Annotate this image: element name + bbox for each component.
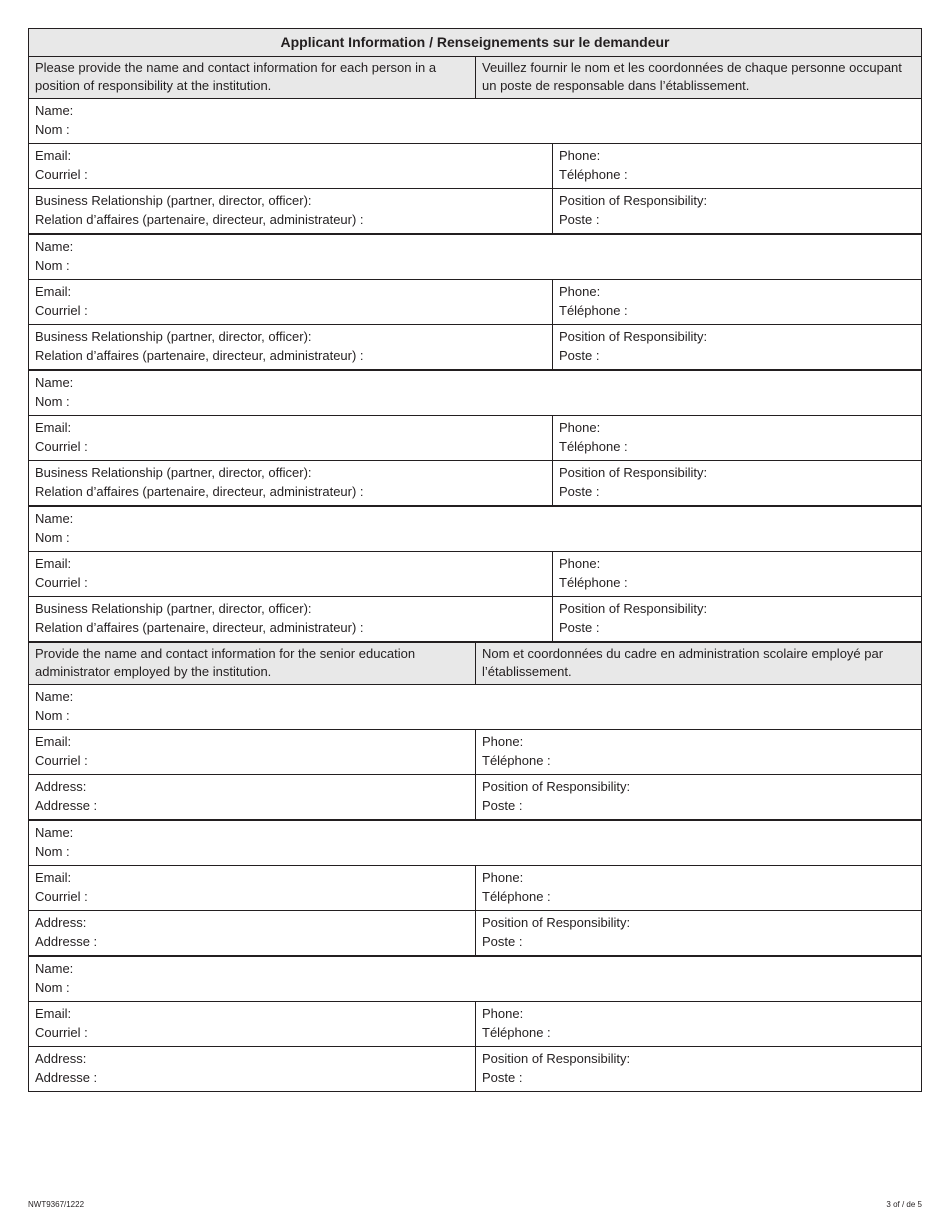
- business-relationship-field-label-en: Business Relationship (partner, director, officer):: [35, 601, 312, 616]
- email-field[interactable]: [29, 552, 552, 596]
- form-title: Applicant Information / Renseignements sur le demandeur: [29, 29, 921, 56]
- section1-intro-fr: Veuillez fournir le nom et les coordonnées de chaque personne occupant un poste de responsable dans l’établissement.: [475, 57, 921, 98]
- name-field-label-fr: Nom :: [35, 979, 70, 995]
- email-field-label-fr: Courriel :: [35, 752, 88, 768]
- email-field[interactable]: [29, 280, 552, 324]
- section2-intro-en: Provide the name and contact information for the senior education administrator employed by the institution.: [29, 643, 475, 684]
- name-field[interactable]: [29, 371, 921, 415]
- name-field-label-fr: Nom :: [35, 121, 70, 137]
- phone-field-label-en: Phone:: [482, 734, 524, 749]
- administrator-address-row: [29, 774, 921, 819]
- business-relationship-field-label-en: Business Relationship (partner, director, officer):: [35, 465, 312, 480]
- person-contact-row: [29, 551, 921, 596]
- person-contact-row: [29, 415, 921, 460]
- phone-field[interactable]: [475, 1002, 921, 1046]
- address-field[interactable]: [29, 775, 475, 819]
- email-field-label-en: Email:: [35, 148, 72, 163]
- phone-field[interactable]: [552, 416, 921, 460]
- administrator-name-row: [29, 819, 921, 865]
- administrator-name-row: [29, 955, 921, 1001]
- name-field-label-fr: Nom :: [35, 707, 70, 723]
- administrator-address-row: [29, 910, 921, 955]
- name-field-label-en: Name:: [35, 689, 74, 704]
- position-field-label-fr: Poste :: [559, 483, 600, 499]
- phone-field-label-fr: Téléphone :: [482, 752, 551, 768]
- position-field-label-fr: Poste :: [482, 797, 523, 813]
- administrator-contact-row: [29, 1001, 921, 1046]
- name-field-label-en: Name:: [35, 961, 74, 976]
- applicant-information-form: [28, 28, 922, 1092]
- phone-field-label-fr: Téléphone :: [559, 438, 628, 454]
- responsible-persons-section: [29, 98, 921, 641]
- email-field[interactable]: [29, 866, 475, 910]
- name-field[interactable]: [29, 507, 921, 551]
- email-field-label-fr: Courriel :: [35, 166, 88, 182]
- position-field-label-fr: Poste :: [482, 1069, 523, 1085]
- email-field-label-en: Email:: [35, 284, 72, 299]
- position-field[interactable]: [552, 325, 921, 369]
- phone-field[interactable]: [552, 280, 921, 324]
- position-field[interactable]: [552, 189, 921, 233]
- position-field-label-fr: Poste :: [559, 347, 600, 363]
- section1-intro-en: Please provide the name and contact information for each person in a position of responsibility at the institution.: [29, 57, 475, 98]
- position-field-label-en: Position of Responsibility:: [559, 329, 708, 344]
- email-field-label-en: Email:: [35, 870, 72, 885]
- position-field[interactable]: [475, 775, 921, 819]
- name-field-label-en: Name:: [35, 239, 74, 254]
- email-field[interactable]: [29, 730, 475, 774]
- address-field-label-en: Address:: [35, 915, 87, 930]
- email-field-label-fr: Courriel :: [35, 1024, 88, 1040]
- business-relationship-field[interactable]: [29, 189, 552, 233]
- business-relationship-field-label-fr: Relation d’affaires (partenaire, directeur, administrateur) :: [35, 347, 364, 363]
- administrator-contact-row: [29, 729, 921, 774]
- business-relationship-field-label-fr: Relation d’affaires (partenaire, directeur, administrateur) :: [35, 211, 364, 227]
- email-field-label-fr: Courriel :: [35, 574, 88, 590]
- person-role-row: [29, 188, 921, 233]
- phone-field-label-fr: Téléphone :: [482, 1024, 551, 1040]
- person-name-row: [29, 369, 921, 415]
- name-field[interactable]: [29, 821, 921, 865]
- person-name-row: [29, 505, 921, 551]
- address-field-label-en: Address:: [35, 1051, 87, 1066]
- phone-field-label-en: Phone:: [559, 556, 601, 571]
- business-relationship-field-label-en: Business Relationship (partner, director, officer):: [35, 329, 312, 344]
- business-relationship-field-label-en: Business Relationship (partner, director, officer):: [35, 193, 312, 208]
- phone-field-label-fr: Téléphone :: [559, 574, 628, 590]
- name-field[interactable]: [29, 235, 921, 279]
- position-field-label-en: Position of Responsibility:: [482, 1051, 631, 1066]
- position-field[interactable]: [475, 911, 921, 955]
- person-contact-row: [29, 279, 921, 324]
- name-field[interactable]: [29, 685, 921, 729]
- position-field-label-fr: Poste :: [559, 619, 600, 635]
- phone-field-label-en: Phone:: [559, 420, 601, 435]
- name-field-label-fr: Nom :: [35, 257, 70, 273]
- person-role-row: [29, 324, 921, 369]
- position-field-label-fr: Poste :: [482, 933, 523, 949]
- business-relationship-field-label-fr: Relation d’affaires (partenaire, directeur, administrateur) :: [35, 483, 364, 499]
- page-number: 3 of / de 5: [886, 1200, 922, 1209]
- section1-intro-row: [29, 56, 921, 98]
- position-field[interactable]: [552, 597, 921, 641]
- position-field-label-en: Position of Responsibility:: [559, 193, 708, 208]
- address-field-label-en: Address:: [35, 779, 87, 794]
- phone-field-label-fr: Téléphone :: [482, 888, 551, 904]
- person-role-row: [29, 460, 921, 505]
- person-contact-row: [29, 143, 921, 188]
- business-relationship-field[interactable]: [29, 461, 552, 505]
- administrator-name-row: [29, 684, 921, 729]
- phone-field[interactable]: [475, 866, 921, 910]
- business-relationship-field[interactable]: [29, 597, 552, 641]
- position-field-label-en: Position of Responsibility:: [482, 779, 631, 794]
- person-name-row: [29, 233, 921, 279]
- name-field-label-en: Name:: [35, 103, 74, 118]
- address-field[interactable]: [29, 1047, 475, 1091]
- name-field-label-en: Name:: [35, 511, 74, 526]
- phone-field-label-fr: Téléphone :: [559, 166, 628, 182]
- email-field-label-en: Email:: [35, 420, 72, 435]
- business-relationship-field[interactable]: [29, 325, 552, 369]
- address-field-label-fr: Addresse :: [35, 797, 98, 813]
- email-field-label-en: Email:: [35, 556, 72, 571]
- person-name-row: [29, 98, 921, 143]
- section2-intro-fr: Nom et coordonnées du cadre en administration scolaire employé par l’établissement.: [475, 643, 921, 684]
- phone-field[interactable]: [552, 144, 921, 188]
- name-field-label-fr: Nom :: [35, 529, 70, 545]
- name-field[interactable]: [29, 957, 921, 1001]
- name-field-label-fr: Nom :: [35, 843, 70, 859]
- email-field-label-fr: Courriel :: [35, 888, 88, 904]
- name-field-label-en: Name:: [35, 825, 74, 840]
- name-field-label-fr: Nom :: [35, 393, 70, 409]
- administrator-address-row: [29, 1046, 921, 1091]
- position-field[interactable]: [475, 1047, 921, 1091]
- position-field-label-en: Position of Responsibility:: [559, 601, 708, 616]
- education-administrator-section: [29, 684, 921, 1091]
- phone-field-label-en: Phone:: [559, 148, 601, 163]
- email-field[interactable]: [29, 144, 552, 188]
- name-field[interactable]: [29, 99, 921, 143]
- form-number: NWT9367/1222: [28, 1200, 85, 1209]
- address-field[interactable]: [29, 911, 475, 955]
- business-relationship-field-label-fr: Relation d’affaires (partenaire, directeur, administrateur) :: [35, 619, 364, 635]
- email-field-label-fr: Courriel :: [35, 302, 88, 318]
- phone-field-label-en: Phone:: [559, 284, 601, 299]
- phone-field-label-fr: Téléphone :: [559, 302, 628, 318]
- address-field-label-fr: Addresse :: [35, 1069, 98, 1085]
- person-role-row: [29, 596, 921, 641]
- position-field-label-en: Position of Responsibility:: [482, 915, 631, 930]
- email-field-label-fr: Courriel :: [35, 438, 88, 454]
- phone-field-label-en: Phone:: [482, 870, 524, 885]
- form-title-row: [29, 29, 921, 56]
- phone-field[interactable]: [475, 730, 921, 774]
- phone-field[interactable]: [552, 552, 921, 596]
- name-field-label-en: Name:: [35, 375, 74, 390]
- position-field-label-fr: Poste :: [559, 211, 600, 227]
- position-field[interactable]: [552, 461, 921, 505]
- position-field-label-en: Position of Responsibility:: [559, 465, 708, 480]
- administrator-contact-row: [29, 865, 921, 910]
- email-field-label-en: Email:: [35, 734, 72, 749]
- phone-field-label-en: Phone:: [482, 1006, 524, 1021]
- address-field-label-fr: Addresse :: [35, 933, 98, 949]
- section2-intro-row: [29, 641, 921, 684]
- email-field[interactable]: [29, 416, 552, 460]
- email-field-label-en: Email:: [35, 1006, 72, 1021]
- email-field[interactable]: [29, 1002, 475, 1046]
